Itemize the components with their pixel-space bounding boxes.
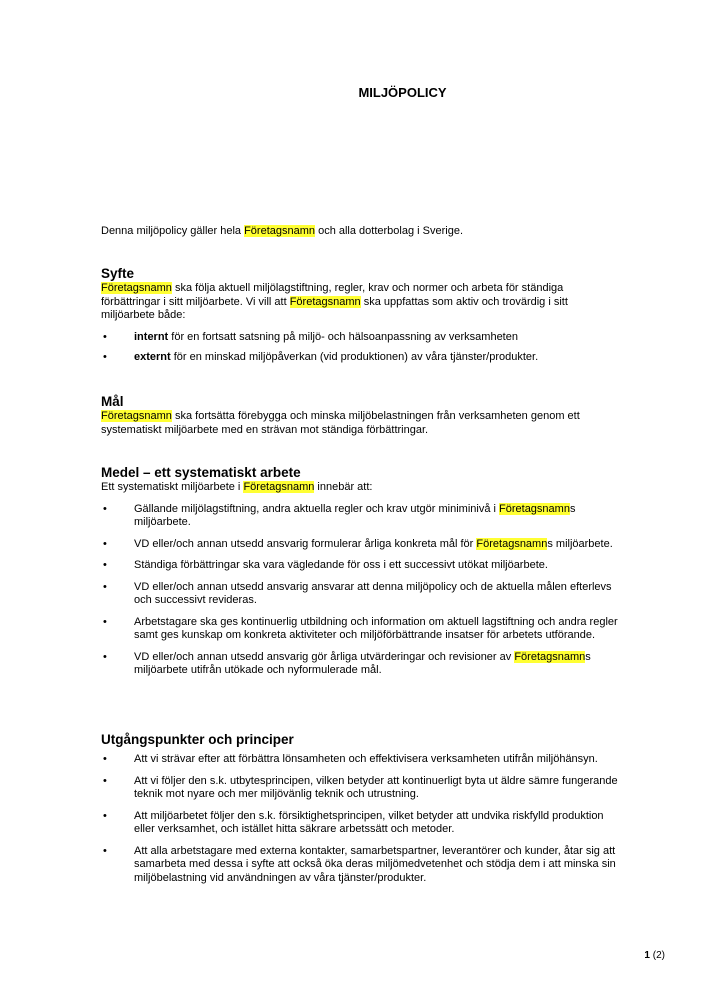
intro-text: och alla dotterbolag i Sverige. — [315, 225, 463, 237]
bullet: • — [103, 351, 107, 363]
bullet: • — [103, 330, 107, 343]
bullet: • — [103, 580, 107, 593]
bullet: • — [103, 615, 107, 628]
medel-list — [101, 503, 621, 678]
section-mal — [101, 394, 621, 437]
item-text: Gällande miljölagstiftning, andra aktuella regler och krav utgör miniminivå i — [134, 502, 500, 515]
section-heading: Mål — [101, 394, 124, 409]
item-text: VD eller/och annan utsedd ansvarig ansvarar att denna miljöpolicy och de aktuella målen efterlevs och successivt revideras. — [134, 580, 612, 606]
page-total: (2) — [652, 950, 665, 961]
item-text: s miljöarbete. — [547, 537, 613, 550]
bold-term: externt — [134, 351, 171, 363]
list-item — [101, 331, 621, 345]
company-highlight: Företagsnamn — [244, 225, 316, 237]
paragraph-text: ska följa aktuell miljölagstiftning, regler, krav och normer och arbeta för ständiga förbättringar i sitt miljöarbete. Vi vill att — [101, 282, 564, 308]
company-highlight: Företagsnamn — [514, 650, 586, 663]
section-heading: Syfte — [101, 266, 135, 281]
item-text: Att vi följer den s.k. utbytesprincipen, vilken betyder att kontinuerligt byta ut äldre sämre fungerande teknik mot nyare och mer miljövänlig teknik och utrustning. — [134, 774, 618, 800]
list-item — [101, 810, 621, 837]
page-number — [620, 950, 665, 961]
company-highlight: Företagsnamn — [101, 282, 172, 294]
paragraph-text: innebär att: — [314, 481, 373, 493]
company-highlight: Företagsnamn — [101, 410, 172, 422]
medel-intro — [101, 481, 621, 495]
section-heading: Medel – ett systematiskt arbete — [101, 465, 301, 480]
list-item — [101, 538, 621, 552]
list-item — [101, 753, 621, 767]
item-text: Ständiga förbättringar ska vara vägledande för oss i ett successivt utökat miljöarbete. — [134, 559, 548, 571]
list-item — [101, 651, 621, 678]
list-item — [101, 845, 621, 886]
item-text: Att miljöarbetet följer den s.k. försiktighetsprincipen, vilket betyder att undvika riskfylld produktion eller verksamhet, och istället hitta säkrare arbetssätt och metoder. — [134, 809, 604, 835]
company-highlight: Företagsnamn — [499, 502, 570, 515]
bullet: • — [103, 537, 107, 550]
bullet: • — [103, 809, 107, 822]
item-text: Att vi strävar efter att förbättra lönsamheten och effektivisera verksamheten utifrån miljöhänsyn. — [134, 753, 598, 765]
paragraph-text: ska fortsätta förebygga och minska miljöbelastningen från verksamheten genom ett systematiskt miljöarbete med en strävan mot ständiga förbättringar. — [101, 410, 580, 436]
list-item — [101, 616, 621, 643]
intro-text: Denna miljöpolicy gäller hela — [101, 225, 245, 237]
section-heading: Utgångspunkter och principer — [101, 732, 294, 747]
bullet: • — [103, 753, 107, 765]
list-item — [101, 581, 621, 608]
item-text: VD eller/och annan utsedd ansvarig gör årliga utvärderingar och revisioner av — [134, 650, 515, 663]
bullet: • — [103, 650, 107, 663]
mal-paragraph — [101, 410, 621, 437]
company-highlight: Företagsnamn — [243, 481, 315, 493]
list-item — [101, 559, 621, 573]
item-text: för en fortsatt satsning på miljö- och hälsoanpassning av verksamheten — [168, 330, 518, 343]
bold-term: internt — [134, 330, 169, 343]
bullet: • — [103, 774, 107, 787]
company-highlight: Företagsnamn — [289, 295, 361, 308]
document-title: MILJÖPOLICY — [358, 85, 447, 100]
item-text: Att alla arbetstagare med externa kontakter, samarbetspartner, leverantörer och kunder, åtar sig att samarbeta med dessa i syfte att också öka deras miljömedvetenhet och stödja dem i att minska sin miljöbelastning vid användningen av våra tjänster/produkter. — [134, 844, 616, 884]
syfte-list — [101, 331, 621, 365]
list-item — [101, 503, 621, 530]
syfte-paragraph — [101, 282, 621, 323]
item-text: för en minskad miljöpåverkan (vid produktionen) av våra tjänster/produkter. — [170, 351, 539, 363]
list-item — [101, 775, 621, 802]
list-item — [101, 351, 621, 365]
company-highlight: Företagsnamn — [476, 537, 548, 550]
section-syfte — [101, 266, 621, 365]
section-medel — [101, 465, 621, 678]
paragraph-text: ska uppfattas som aktiv och trovärdig i sitt miljöarbete både: — [101, 295, 568, 321]
page-current: 1 — [644, 950, 650, 961]
bullet: • — [103, 502, 107, 515]
paragraph-text: Ett systematiskt miljöarbete i — [101, 481, 244, 493]
bullet: • — [103, 559, 107, 571]
principer-list — [101, 753, 621, 885]
item-text: Arbetstagare ska ges kontinuerlig utbildning och information om aktuell lagstiftning och andra regler samt ges kunskap om konkreta aktiviteter och miljöförbättrande insatser för arbetets utförande. — [134, 615, 618, 641]
intro-paragraph — [101, 225, 621, 239]
section-principer — [101, 732, 621, 885]
item-text: s miljöarbete. — [134, 502, 576, 528]
bullet: • — [103, 844, 107, 857]
item-text: s miljöarbete utifrån utökade och nyformulerade mål. — [134, 650, 591, 676]
item-text: VD eller/och annan utsedd ansvarig formulerar årliga konkreta mål för — [134, 537, 477, 550]
